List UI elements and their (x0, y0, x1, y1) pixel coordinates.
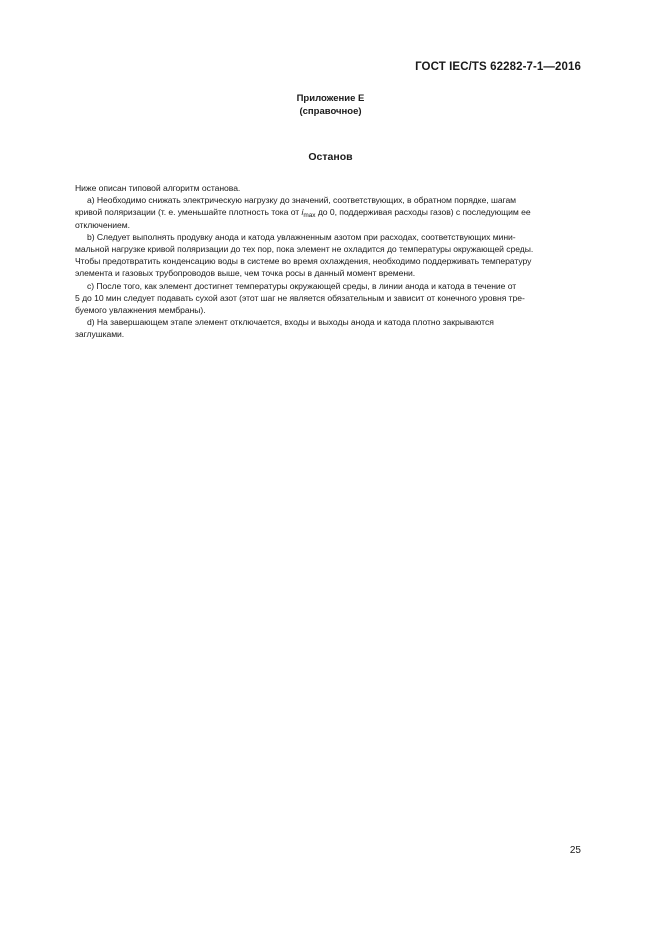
paragraph-b-line-1: b) Следует выполнять продувку анода и катода увлажненным азотом при расходах, соответствующих мини- (87, 231, 516, 242)
annex-subtitle: (справочное) (299, 106, 362, 117)
paragraph-b-line-2: мальной нагрузке кривой поляризации до тех пор, пока элемент не охладится до температуры окружающей среды. (75, 244, 534, 255)
annex-title: Приложение Е (296, 93, 365, 104)
paragraph-c (75, 280, 583, 317)
paragraph-b-line-4: элемента и газовых трубопроводов выше, чем точка росы в данный момент времени. (75, 268, 416, 279)
body-text (75, 182, 583, 341)
annex-heading (0, 92, 661, 118)
paragraph-a (75, 194, 583, 231)
section-title: Останов (308, 151, 353, 163)
paragraph-c-line-2: 5 до 10 мин следует подавать сухой азот (этот шаг не является обязательным и зависит от конечного уровня тре- (75, 292, 525, 303)
paragraph-c-line-3: буемого увлажнения мембраны). (75, 305, 206, 316)
paragraph-intro (75, 182, 583, 194)
paragraph-b-line-3: Чтобы предотвратить конденсацию воды в системе во время охлаждения, необходимо поддерживать температуру (75, 256, 532, 267)
document-code-header: ГОСТ IEC/TS 62282-7-1—2016 (415, 61, 581, 73)
current-density-subscript: max (303, 212, 316, 219)
paragraph-a-line-2 (75, 206, 583, 218)
paragraph-a-line-2-post: до 0, поддерживая расходы газов) с последующим ее (315, 207, 531, 218)
page-number: 25 (569, 845, 581, 856)
paragraph-d-line-1: d) На завершающем этапе элемент отключается, входы и выходы анода и катода плотно закрываются (87, 317, 494, 328)
current-density-variable: i (301, 207, 304, 218)
paragraph-a-line-2-pre: кривой поляризации (т. е. уменьшайте плотность тока от (75, 207, 302, 218)
paragraph-a-line-3: отключением. (75, 219, 130, 230)
paragraph-intro-line-1: Ниже описан типовой алгоритм останова. (75, 183, 241, 193)
paragraph-c-line-1: с) После того, как элемент достигнет температуры окружающей среды, в линии анода и катода в течение от (87, 280, 517, 291)
paragraph-d-line-2: заглушками. (75, 329, 125, 340)
paragraph-a-line-1: а) Необходимо снижать электрическую нагрузку до значений, соответствующих, в обратном порядке, шагам (87, 195, 517, 206)
paragraph-b (75, 231, 583, 280)
paragraph-d (75, 316, 583, 340)
